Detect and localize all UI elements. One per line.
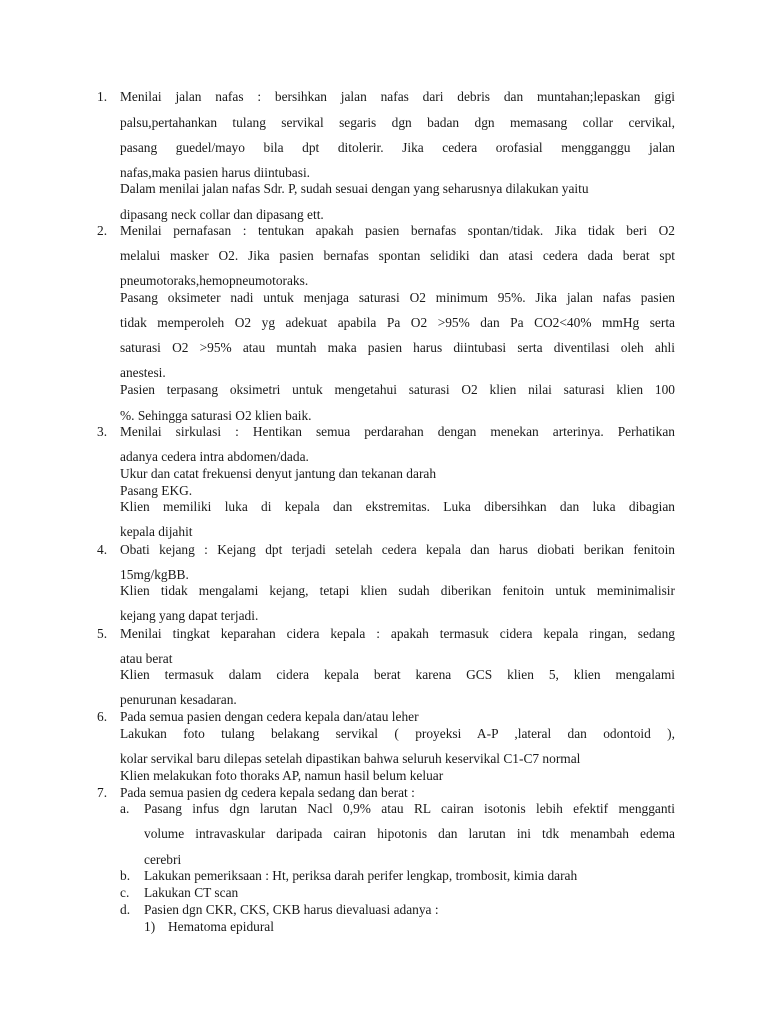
list-number: 3. <box>97 424 108 439</box>
list-item-text: saturasi O2 >95% atau muntah maka pasien harus diintubasi serta diventilasi oleh ahli <box>120 340 675 355</box>
sublist-item-text: Lakukan CT scan <box>144 885 239 900</box>
list-item-text: Menilai jalan nafas : bersihkan jalan nafas dari debris dan muntahan;lepaskan gigi <box>120 89 675 104</box>
list-item-text: Pasien terpasang oksimetri untuk mengetahui saturasi O2 klien nilai saturasi klien 100 <box>120 382 675 397</box>
list-item-text: tidak memperoleh O2 yg adekuat apabila Pa O2 >95% dan Pa CO2<40% mmHg serta <box>120 315 675 330</box>
list-item-text: dipasang neck collar dan dipasang ett. <box>120 207 324 222</box>
list-item-text: palsu,pertahankan tulang servikal segaris dgn badan dgn memasang collar cervikal, <box>120 115 675 130</box>
list-item-text: Obati kejang : Kejang dpt terjadi setelah cedera kepala dan harus diobati berikan fenitoin <box>120 542 675 557</box>
list-item-text: 15mg/kgBB. <box>120 567 189 582</box>
list-item-text: kejang yang dapat terjadi. <box>120 608 259 623</box>
list-item-text: kolar servikal baru dilepas setelah dipastikan bahwa seluruh keservikal C1-C7 normal <box>120 751 581 766</box>
list-item-text: Pasang oksimeter nadi untuk menjaga saturasi O2 minimum 95%. Jika jalan nafas pasien <box>120 290 675 305</box>
list-item-text: Klien tidak mengalami kejang, tetapi klien sudah diberikan fenitoin untuk meminimalisir <box>120 583 675 598</box>
list-number: 1. <box>97 89 108 104</box>
list-item-text: %. Sehingga saturasi O2 klien baik. <box>120 408 312 423</box>
list-number: 5. <box>97 626 108 641</box>
nested-list-number: 1) <box>144 919 156 934</box>
list-item-text: Menilai sirkulasi : Hentikan semua perdarahan dengan menekan arterinya. Perhatikan <box>120 424 675 439</box>
sublist-item-text: Pasang infus dgn larutan Nacl 0,9% atau RL cairan isotonis lebih efektif mengganti <box>144 801 675 816</box>
list-item-text: anestesi. <box>120 365 166 380</box>
list-item-text: adanya cedera intra abdomen/dada. <box>120 449 309 464</box>
list-item-text: Pada semua pasien dengan cedera kepala dan/atau leher <box>120 709 419 724</box>
list-item-text: penurunan kesadaran. <box>120 692 237 707</box>
list-item-text: Menilai tingkat keparahan cidera kepala : apakah termasuk cidera kepala ringan, sedang <box>120 626 675 641</box>
list-item-text: Pasang EKG. <box>120 483 193 498</box>
list-number: 2. <box>97 223 108 238</box>
list-item-text: kepala dijahit <box>120 524 193 539</box>
list-item-text: Menilai pernafasan : tentukan apakah pasien bernafas spontan/tidak. Jika tidak beri O2 <box>120 223 675 238</box>
list-item-text: nafas,maka pasien harus diintubasi. <box>120 165 311 180</box>
list-number: 6. <box>97 709 108 724</box>
list-item-text: Dalam menilai jalan nafas Sdr. P, sudah sesuai dengan yang seharusnya dilakukan yaitu <box>120 181 589 196</box>
sublist-item-text: volume intravaskular daripada cairan hipotonis dan larutan ini tdk menambah edema <box>144 826 675 841</box>
list-item-text: Lakukan foto tulang belakang servikal ( proyeksi A-P ,lateral dan odontoid ), <box>120 726 675 741</box>
sublist-letter: a. <box>120 801 130 816</box>
sublist-letter: b. <box>120 868 131 883</box>
list-item-text: Pada semua pasien dg cedera kepala sedang dan berat : <box>120 785 415 800</box>
sublist-item-text: Lakukan pemeriksaan : Ht, periksa darah perifer lengkap, trombosit, kimia darah <box>144 868 578 883</box>
list-number: 7. <box>97 785 108 800</box>
nested-list-item-text: Hematoma epidural <box>168 919 274 934</box>
sublist-item-text: cerebri <box>144 852 182 867</box>
list-item-text: Ukur dan catat frekuensi denyut jantung dan tekanan darah <box>120 466 437 481</box>
list-item-text: pneumotoraks,hemopneumotoraks. <box>120 273 309 288</box>
list-item-text: pasang guedel/mayo bila dpt ditolerir. Jika cedera orofasial mengganggu jalan <box>120 140 675 155</box>
sublist-item-text: Pasien dgn CKR, CKS, CKB harus dievaluasi adanya : <box>144 902 439 917</box>
sublist-letter: c. <box>120 885 130 900</box>
list-item-text: melalui masker O2. Jika pasien bernafas spontan selidiki dan atasi cedera dada berat spt <box>120 248 675 263</box>
list-number: 4. <box>97 542 108 557</box>
list-item-text: Klien termasuk dalam cidera kepala berat karena GCS klien 5, klien mengalami <box>120 667 675 682</box>
sublist-letter: d. <box>120 902 131 917</box>
list-item-text: atau berat <box>120 651 173 666</box>
list-item-text: Klien memiliki luka di kepala dan ekstremitas. Luka dibersihkan dan luka dibagian <box>120 499 675 514</box>
list-item-text: Klien melakukan foto thoraks AP, namun hasil belum keluar <box>120 768 444 783</box>
